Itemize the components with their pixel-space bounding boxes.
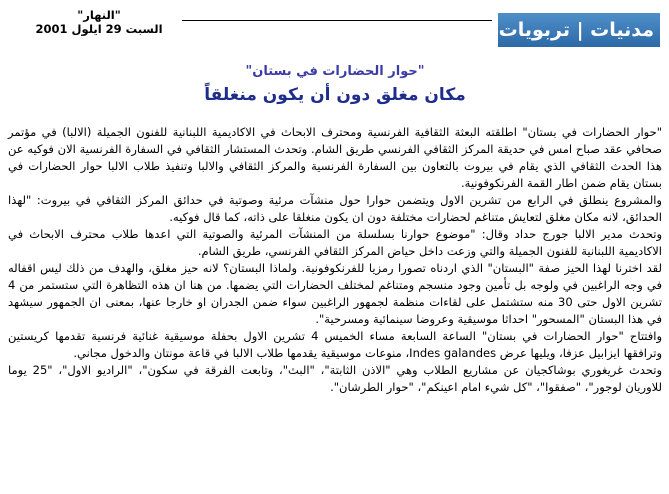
article-paragraph: وافتتاح "حوار الحضارات في بستان" الساعة السابعة مساء الخميس 4 تشرين الاول بحفلة موسيقية غنائية فرنسية تقدمها كريستين وترافقها ايزابيل عزفا، ويليها عرض Indes galandes، منوعات موسيقية يقدمها طلاب الالبا في قاعة مونتان والدخول مجاني. xyxy=(8,329,663,360)
article-kicker: "حوار الحضارات في بستان" xyxy=(245,64,425,79)
header-rule xyxy=(182,20,492,21)
article-paragraph: وتحدث مدير الالبا جورج حداد وقال: "موضوع حوارنا بسلسلة من المنشآت المرئية والصوتية التي اعدها طلاب محترف الابحاث في الاكاديمية اللبنانية للفنون الجميلة والتي وزعت داخل حياض المركز الثقافي الفرنسي، طريق الشام. xyxy=(8,227,662,258)
article-paragraph: "حوار الحضارات في بستان" اطلقته البعثة الثقافية الفرنسية ومحترف الابحاث في الاكاديمية اللبنانية للفنون الجميلة (الالبا) في مؤتمر صحافي عقد صباح امس في حديقة المركز الثقافي الفرنسي طريق الشام. وتحدث المستشار الثقافي في السفارة الفرنسية الان فوكيه عن هذا الحدث الثقافي الذي يقام في بيروت بالتعاون بين السفارة الفرنسية والمركز الثقافي والالبا وتنفيذ طلاب الالبا حوار الحضارات في بستان يقام ضمن اطار القمة الفرنكوفونية. xyxy=(8,125,662,190)
article-paragraph: والمشروع ينطلق في الرابع من تشرين الاول ويتضمن حوارا حول منشآت مرئية وصوتية في حدائق المركز الثقافي في بيروت: "لهذا الحدائق، لانه مكان مغلق لتعايش متناغم لحضارات مختلفة دون ان يكون منغلقا على ذاته، كما قال فوكيه. xyxy=(8,193,662,224)
newspaper-name: "النهار" xyxy=(77,8,121,22)
source-info xyxy=(14,8,184,36)
article-headline: مكان مغلق دون أن يكون منغلقاً xyxy=(204,85,466,105)
article-body xyxy=(8,124,662,396)
section-banner: مدنيات | تربويات xyxy=(498,13,660,47)
article-paragraph: لقد اخترنا لهذا الحيز صفة "البستان" الذي اردناه تصورا رمزيا للفرنكوفونية. ولماذا البستان؟ لانه حيز مغلق، والهدف من ذلك ليس اقفاله في وجه الراغبين في ولوجه بل تأمين وجود منسجم ومتناغم لمختلف الحضارات التي يضمها. من هنا ان هذه التظاهرة التي ستستمر من 4 تشرين الاول حتى 30 منه ستشتمل على لقاءات منظمة لجمهور الراغبين سواء ضمن الجدران او خارجا عنها، بمعنى ان الجمهور سيشهد في هذا البستان "المسحور" احداثا موسيقية وعروضا سينمائية ومسرحية". xyxy=(8,261,662,326)
publication-date: السبت 29 ايلول 2001 xyxy=(35,22,163,36)
article-paragraph: وتحدث غريغوري بوشاكجيان عن مشاريع الطلاب وهي "الاذن الثابتة"، "البث"، وتابعت الفرقة في سكون"، "الراديو الاول"، "25 يوما للاوريان لوجور"، "صفقوا"، "كل شيء امام اعينكم"، "حوار الطرشان". xyxy=(8,363,662,394)
